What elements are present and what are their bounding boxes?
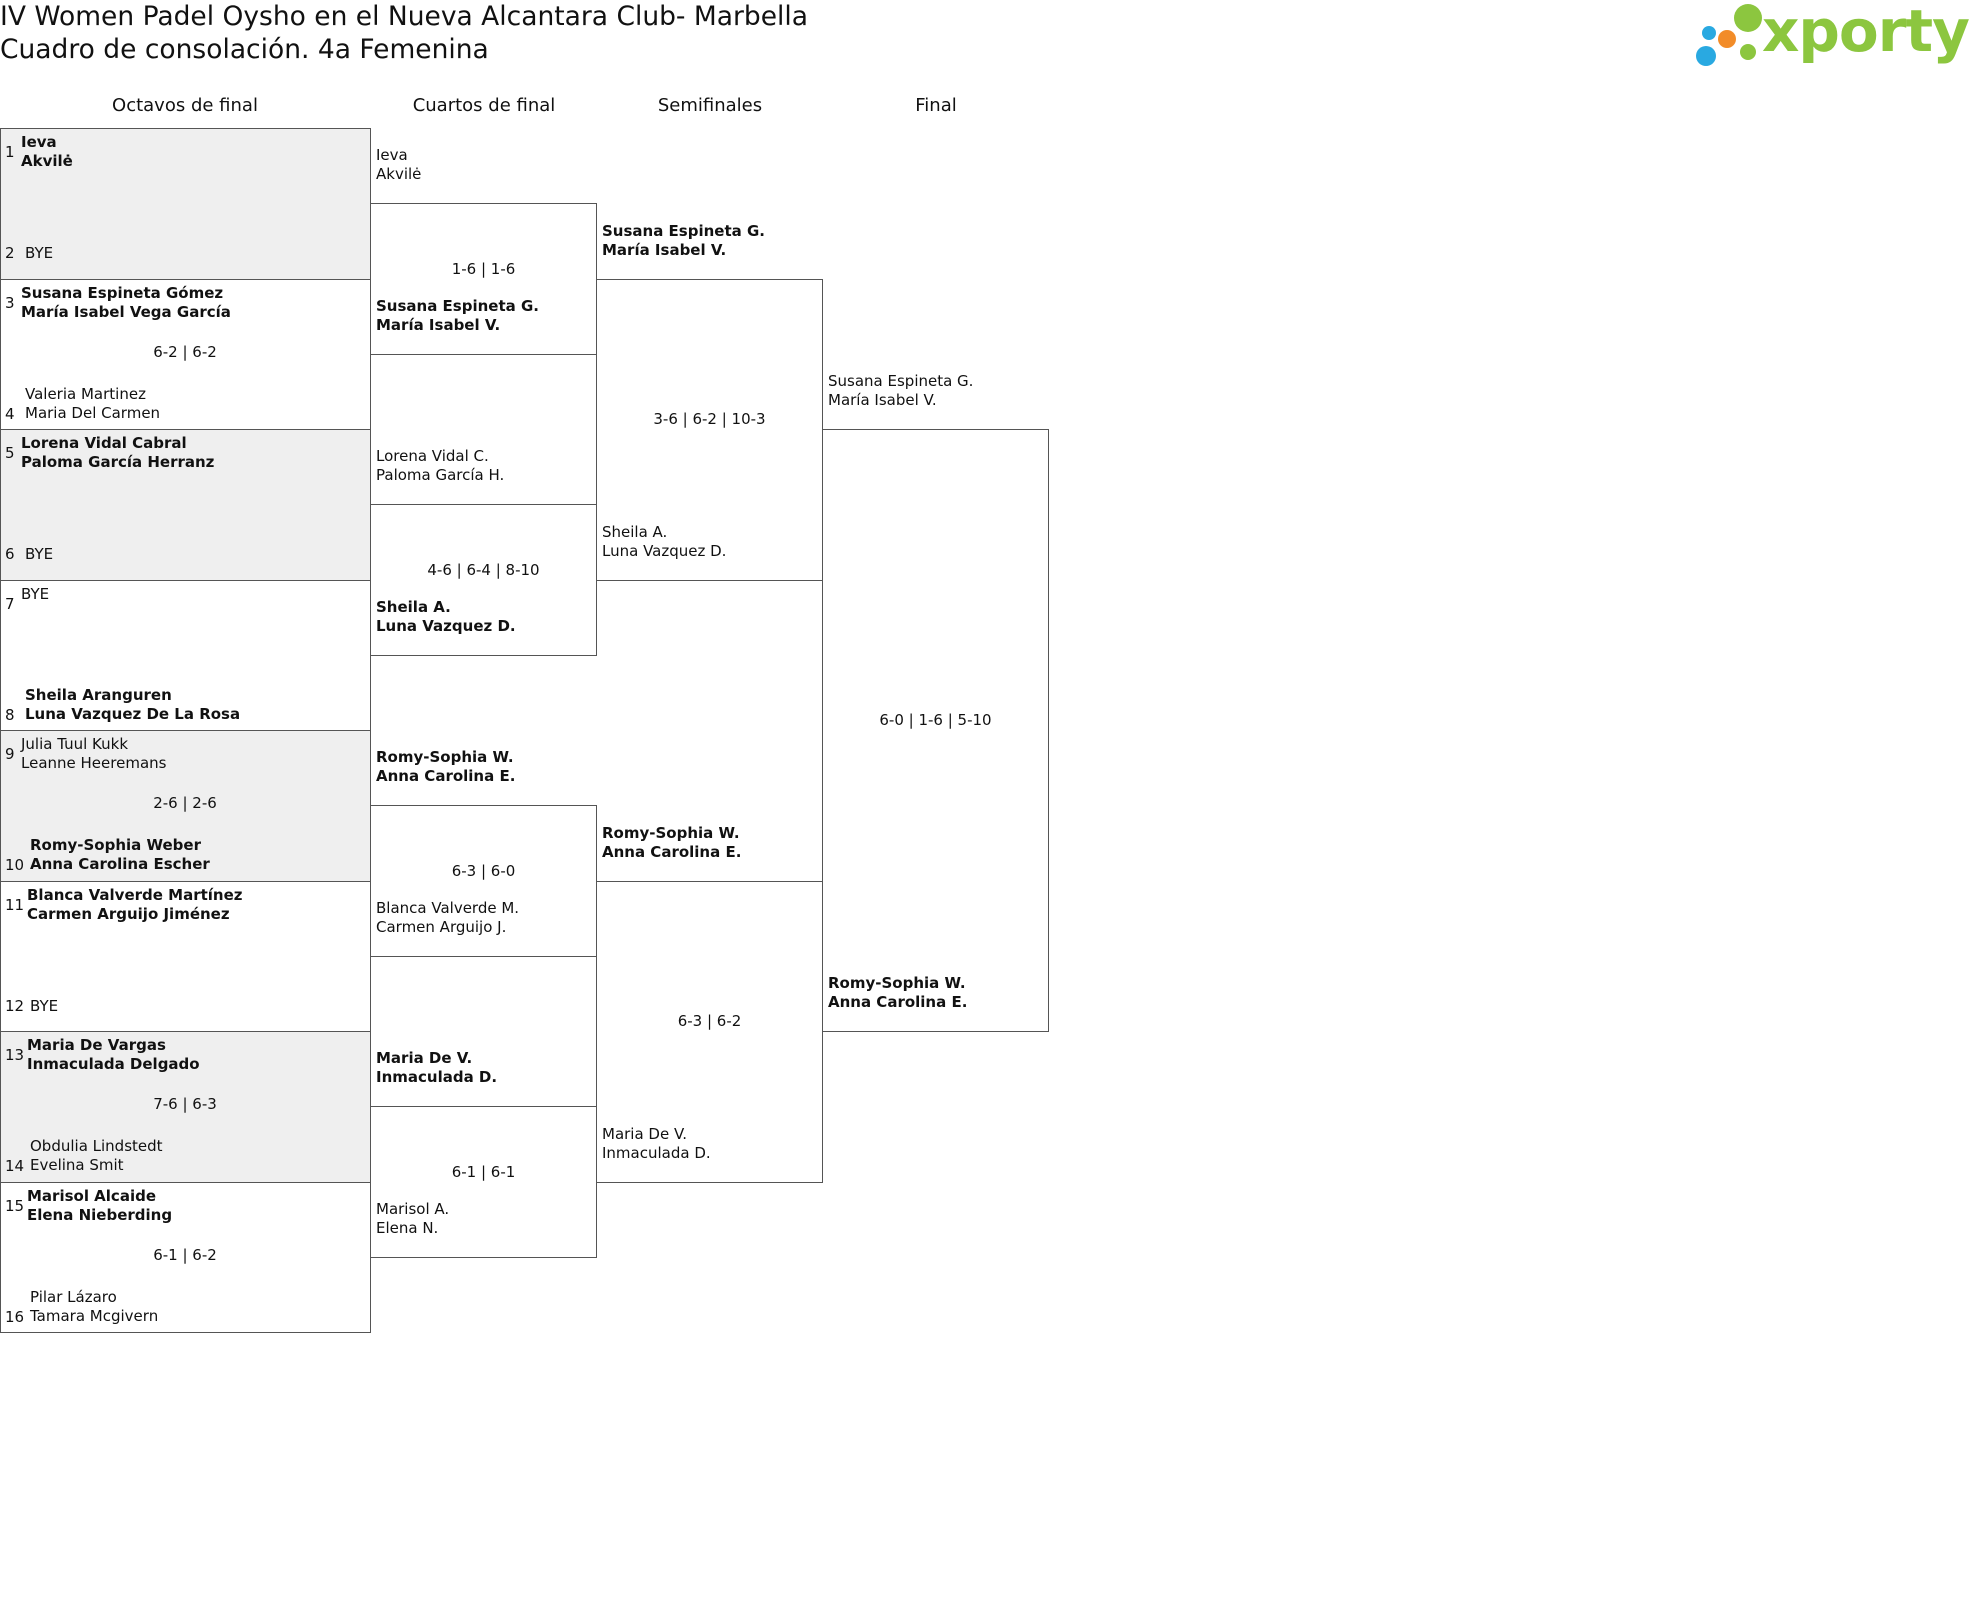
player-name: Evelina Smit [30,1156,124,1174]
seed-number: 7 [5,594,15,613]
player-name: Maria De V. [602,1124,688,1143]
player-name: Akvilė [376,165,422,184]
player-name: Elena Nieberding [27,1205,173,1224]
logo-dot-orange-icon [1718,30,1736,48]
player-name: Akvilė [21,152,73,170]
logo-dot-blue-icon [1696,46,1716,66]
r16-score: 6-2 | 6-2 [153,342,217,361]
player-name: María Isabel Vega García [21,302,231,321]
player-name: Carmen Arguijo Jiménez [27,904,230,923]
r16-top-pair [21,735,166,773]
qf-score: 6-3 | 6-0 [451,861,516,880]
r16-top-pair [21,284,231,322]
qf-bottom-pair [376,297,539,335]
player-name: Valeria Martinez [25,384,146,403]
round-label: Cuartos de final [412,95,556,116]
player-name: Inmaculada D. [376,1068,498,1087]
player-name: Elena N. [376,1218,439,1237]
player-name: Anna Carolina E. [602,842,742,861]
player-name: Leanne Heeremans [21,754,167,772]
r16-top-pair [27,1036,200,1074]
player-name: María Isabel V. [376,315,501,334]
player-name: Susana Espineta G. [828,372,974,390]
r16-score: 7-6 | 6-3 [153,1095,217,1113]
player-name: Tamara Mcgivern [30,1306,159,1325]
sf-top-pair [602,222,765,260]
player-name: Lorena Vidal Cabral [21,434,187,452]
seed-number: 3 [5,293,15,312]
player-name: Marisol Alcaide [27,1186,157,1205]
player-name: Sheila A. [376,597,451,616]
player-name: Luna Vazquez D. [376,616,516,635]
r16-bottom-pair [30,997,58,1016]
page-header [0,0,808,66]
qf-score: 6-1 | 6-1 [451,1162,516,1181]
player-name: BYE [30,996,59,1015]
player-name: Maria De V. [376,1049,473,1068]
player-name: Pilar Lázaro [30,1287,117,1306]
seed-number: 10 [5,856,25,874]
logo-dot-blue-small-icon [1702,26,1716,40]
player-name: Inmaculada Delgado [27,1055,200,1073]
player-name: Susana Espineta G. [376,296,539,315]
r16-top-pair [27,886,243,924]
player-name: BYE [25,244,54,262]
player-name: Marisol A. [376,1199,450,1218]
player-name: Romy-Sophia W. [376,748,514,767]
qf-top-pair [376,748,515,786]
sf-bottom-pair [602,523,726,561]
r16-top-pair [21,133,73,171]
player-name: Lorena Vidal C. [376,447,489,466]
r16-bottom-pair [30,836,210,874]
player-name: Carmen Arguijo J. [376,917,507,936]
player-name: BYE [21,584,50,603]
player-name: Anna Carolina Escher [30,855,210,873]
round-label: Final [915,95,957,116]
final-bottom-pair [828,974,967,1012]
sf-score: 3-6 | 6-2 | 10-3 [653,410,766,428]
logo-text: xporty [1762,0,1969,65]
tournament-title: IV Women Padel Oysho en el Nueva Alcantara Club- Marbella [0,1,809,32]
player-name: Romy-Sophia Weber [30,836,201,854]
sf-top-pair [602,824,741,862]
player-name: Paloma García H. [376,466,505,485]
logo-dot-green-small-icon [1740,44,1756,60]
r16-top-pair [21,434,214,472]
round-label: Octavos de final [112,95,258,116]
seed-number: 13 [5,1046,25,1064]
player-name: Sheila Aranguren [25,685,172,704]
seed-number: 4 [5,404,15,423]
seed-number: 12 [5,996,25,1015]
r16-score: 6-1 | 6-2 [153,1245,217,1264]
r16-bottom-pair [25,244,53,263]
player-name: Maria Del Carmen [25,403,161,422]
qf-bottom-pair [376,1200,449,1238]
seed-number: 2 [5,244,15,262]
seed-number: 15 [5,1196,25,1215]
player-name: Blanca Valverde Martínez [27,885,243,904]
r16-bottom-pair [25,545,53,564]
r16-top-pair [27,1187,172,1225]
qf-top-pair [376,1049,497,1087]
seed-number: 16 [5,1307,25,1326]
player-name: Obdulia Lindstedt [30,1137,163,1155]
r16-bottom-pair [30,1137,163,1175]
qf-score: 4-6 | 6-4 | 8-10 [427,560,540,579]
final-top-pair [828,372,973,410]
final-match-box [822,429,1049,1032]
player-name: Romy-Sophia W. [602,823,740,842]
seed-number: 1 [5,143,15,161]
player-name: Julia Tuul Kukk [21,735,129,753]
qf-score: 1-6 | 1-6 [451,259,516,278]
r16-bottom-pair [30,1288,158,1326]
seed-number: 8 [5,705,15,724]
player-name: Inmaculada D. [602,1143,711,1162]
draw-subtitle: Cuadro de consolación. 4a Femenina [0,34,489,65]
player-name: Paloma García Herranz [21,453,215,471]
player-name: Susana Espineta G. [602,221,765,240]
player-name: Romy-Sophia W. [828,974,966,992]
player-name: Sheila A. [602,522,668,541]
r16-score: 2-6 | 2-6 [153,794,217,812]
seed-number: 5 [5,444,15,462]
player-name: BYE [25,545,54,563]
qf-bottom-pair [376,899,519,937]
seed-number: 14 [5,1157,25,1175]
logo-dot-green-icon [1734,4,1762,32]
qf-bottom-pair [376,598,516,636]
sf-score: 6-3 | 6-2 [677,1012,742,1030]
player-name: Anna Carolina E. [828,993,968,1011]
player-name: Susana Espineta Gómez [21,283,224,302]
player-name: Luna Vazquez De La Rosa [25,704,241,723]
sf-bottom-pair [602,1125,711,1163]
seed-number: 6 [5,545,15,563]
qf-top-pair [376,146,421,184]
r16-bottom-pair [25,385,160,423]
player-name: Ieva [21,133,57,151]
player-name: Maria De Vargas [27,1036,166,1054]
r16-top-pair [21,585,49,604]
qf-top-pair [376,447,504,485]
player-name: Ieva [376,146,408,165]
final-score: 6-0 | 1-6 | 5-10 [879,711,992,729]
r16-bottom-pair [25,686,240,724]
xporty-logo [1696,0,1969,68]
player-name: María Isabel V. [602,240,727,259]
player-name: Anna Carolina E. [376,767,516,786]
seed-number: 9 [5,745,15,763]
player-name: María Isabel V. [828,391,937,409]
player-name: Blanca Valverde M. [376,898,520,917]
seed-number: 11 [5,895,25,914]
player-name: Luna Vazquez D. [602,541,727,560]
round-label: Semifinales [657,95,763,116]
